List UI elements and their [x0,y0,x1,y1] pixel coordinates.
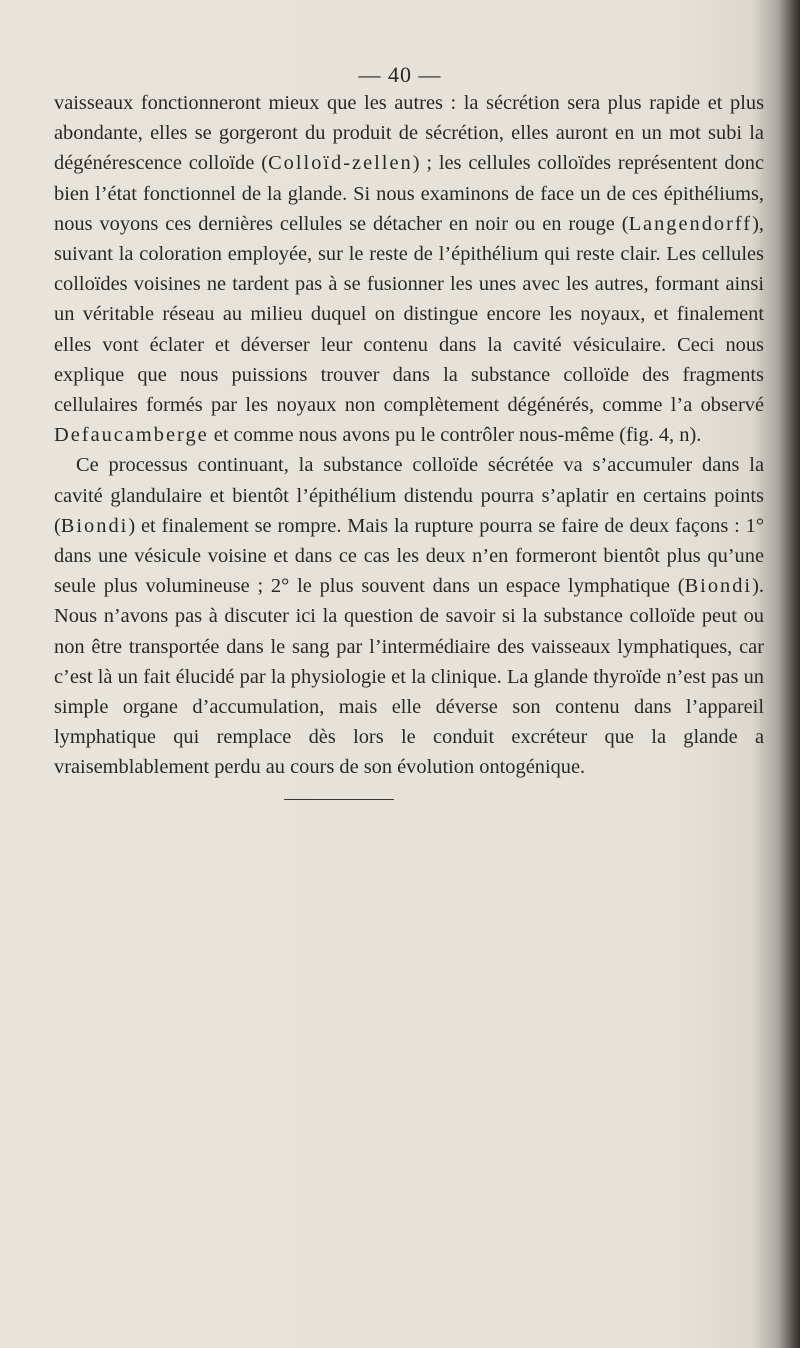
text-run: et comme nous avons pu le contrôler nous-même (fig. 4, n). [208,424,702,447]
text-run: ) ; les cellules colloïdes représentent donc bien l’état fonctionnel de la glande. Si nous examinons de face un de ces épithéliums, nous voyons ces dernières cellules se détacher en noir ou en rouge ( [54,152,765,235]
author-langendorff: Langendorff [628,212,753,235]
body-text [54,88,764,783]
author-biondi: Biondi [684,575,753,598]
page-number: — 40 — [358,62,442,87]
book-spine-shadow [778,0,800,1348]
term-colloid-zellen: Colloïd-zellen [268,152,413,175]
text-run: ). Nous n’avons pas à discuter ici la question de savoir si la substance colloïde peut ou non être transportée dans le sang par l’intermédiaire des vaisseaux lymphatiques, car c’est là un fait élucidé par la physiologie et la clinique. La glande thyroïde n’est pas un simple organe d’accumulation, mais elle déverse son contenu dans l’appareil lymphatique qui remplace dès lors le conduit excréteur que la glande a vraisemblablement perdu au cours de son évolution ontogénique. [54,575,764,779]
author-biondi: Biondi [60,514,129,537]
text-run: vaisseaux fonctionneront mieux que les autres : la sécrétion sera plus rapide et plus abondante, elles se gorgeront du produit de sécrétion, elles auront en un mot subi la dégénérescence colloïde ( [54,92,764,175]
paragraph-2 [54,450,764,782]
text-run: Ce processus continuant, la substance colloïde sécrétée va s’accumuler dans la cavité glandulaire et bientôt l’épithélium distendu pourra s’aplatir en certains points ( [54,454,764,537]
text-run: ) et finalement se rompre. Mais la rupture pourra se faire de deux façons : 1° dans une vésicule voisine et dans ce cas les deux n’en formeront bientôt plus qu’une seule plus volumineuse ; 2° le plus souvent dans un espace lymphatique ( [54,514,764,598]
section-divider [284,799,394,800]
text-run: ), suivant la coloration employée, sur le reste de l’épithélium qui reste clair. Les cellules colloïdes voisines ne tardent pas à se fusionner les unes avec les autres, formant ainsi un véritable réseau au milieu duquel on distingue encore les noyaux, et finalement elles vont éclater et déverser leur contenu dans la cavité vésiculaire. Ceci nous explique que nous puissions trouver dans la substance colloïde des fragments cellulaires formés par les noyaux non complètement dégénérés, comme l’a observé [54,212,764,417]
paragraph-1 [54,88,764,450]
author-defaucamberge: Defaucamberge [54,424,209,447]
